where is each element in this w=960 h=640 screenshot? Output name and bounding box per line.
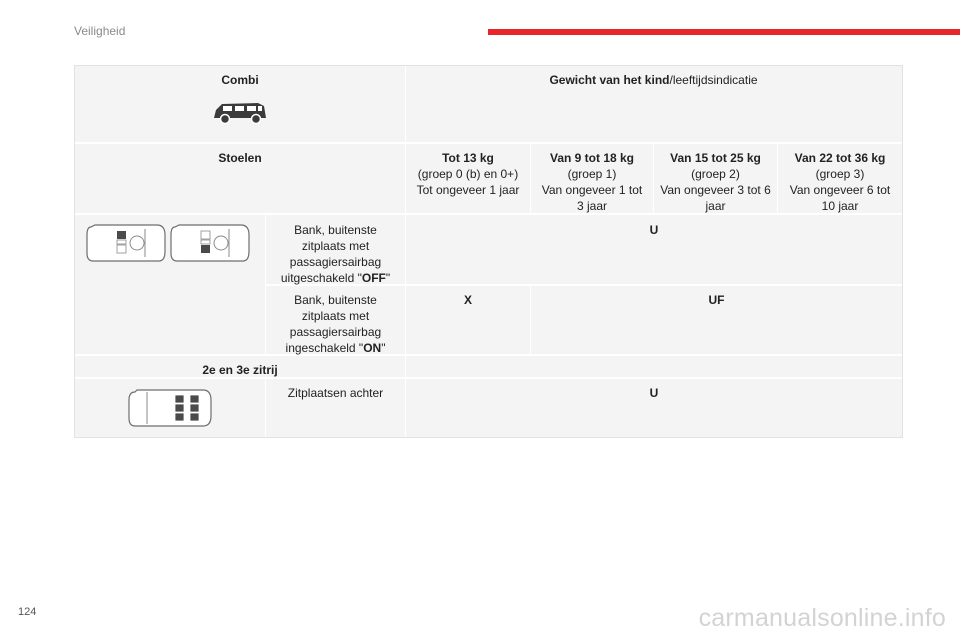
- column-age: Van ongeveer 3 tot 6 jaar: [660, 183, 771, 213]
- column-age: Tot ongeveer 1 jaar: [416, 183, 520, 197]
- airbag-state-off: OFF: [361, 271, 386, 285]
- column-weight: Van 9 tot 18 kg: [549, 151, 635, 165]
- front-seat-layout-icon: [85, 221, 255, 265]
- column-group: (groep 0 (b) en 0+): [417, 167, 519, 181]
- column-weight: Van 22 tot 36 kg: [794, 151, 886, 165]
- section-accent-bar: [488, 29, 960, 35]
- column-weight: Tot 13 kg: [442, 151, 494, 165]
- column-weight: Van 15 tot 25 kg: [670, 151, 761, 165]
- column-age: Van ongeveer 6 tot 10 jaar: [789, 183, 891, 213]
- column-group: (groep 2): [691, 167, 740, 181]
- label-text: Bank, buitenste zitplaats met passagiersairbag ingeschakeld ": [285, 293, 382, 355]
- vehicle-title: Combi: [221, 73, 259, 87]
- seats-label: Stoelen: [218, 151, 262, 165]
- page-number: 124: [18, 606, 37, 618]
- section-title: Veiligheid: [74, 24, 126, 38]
- column-group: (groep 1): [567, 167, 617, 181]
- seat-airbag-on-label: [266, 288, 405, 360]
- weight-header-bold: Gewicht van het kind: [549, 73, 670, 87]
- column-header-group1: [531, 146, 653, 218]
- label-quote: ": [385, 271, 391, 285]
- van-side-icon: [210, 98, 270, 128]
- weight-header-rest: /leeftijdsindicatie: [669, 73, 758, 87]
- column-header-group0: [406, 146, 530, 202]
- airbag-state-on: ON: [363, 341, 382, 355]
- weight-header: [405, 68, 902, 92]
- airbag-on-value-group0: X: [463, 293, 472, 307]
- rear-seat-layout-icon: [127, 386, 213, 430]
- airbag-off-value: U: [649, 223, 659, 237]
- row-divider: [75, 354, 902, 356]
- column-group: (groep 3): [815, 167, 865, 181]
- label-text: Bank, buitenste zitplaats met passagiersairbag uitgeschakeld ": [280, 223, 382, 285]
- rear-seats-label: Zitplaatsen achter: [287, 386, 384, 400]
- column-header-group3: [778, 146, 902, 218]
- seat-airbag-off-label: [266, 218, 405, 290]
- rear-seats-value: U: [649, 386, 659, 400]
- column-age: Van ongeveer 1 tot 3 jaar: [541, 183, 643, 213]
- airbag-on-value-rest: UF: [708, 293, 725, 307]
- column-header-group2: [654, 146, 777, 218]
- watermark: carmanualsonline.info: [698, 604, 946, 632]
- rear-rows-label: 2e en 3e zitrij: [202, 363, 278, 377]
- label-quote: ": [381, 341, 386, 355]
- child-seat-table: [74, 65, 903, 438]
